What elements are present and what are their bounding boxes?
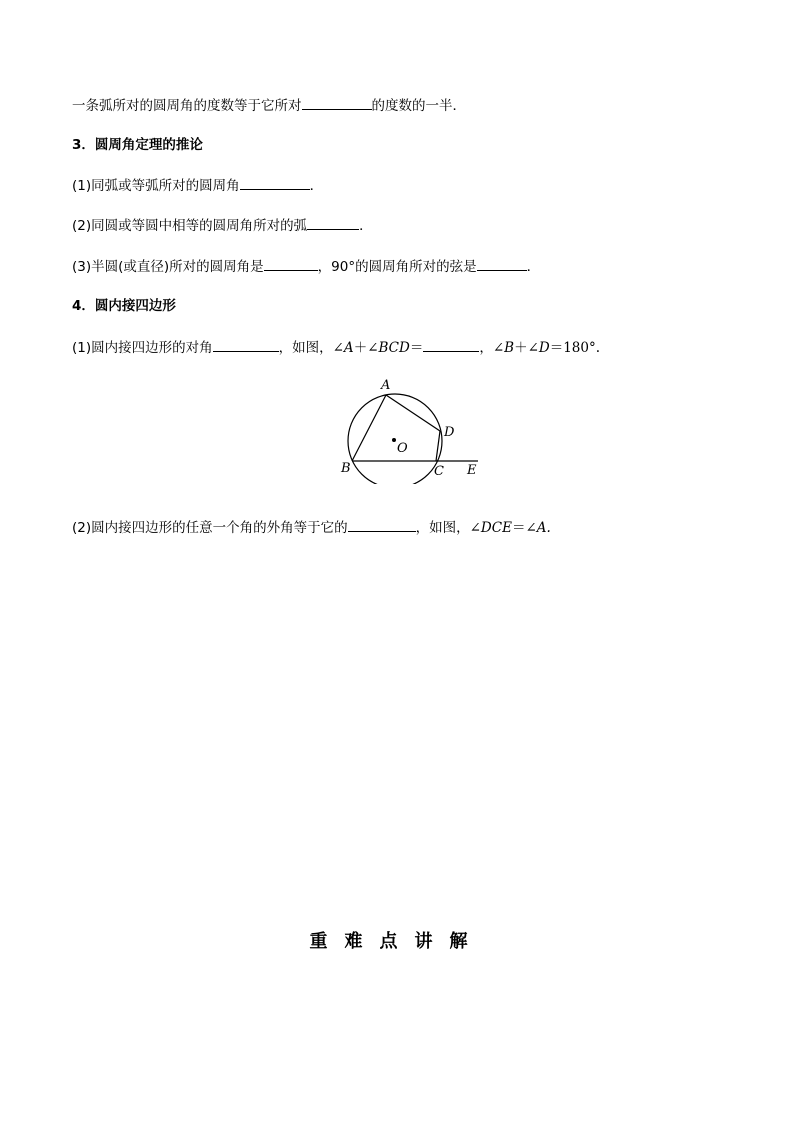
segment-ab	[352, 395, 386, 461]
segment-ad	[386, 395, 440, 431]
section-4-heading: 4．圆内接四边形	[72, 298, 176, 314]
answer-blank[interactable]	[240, 176, 310, 190]
plus-sign: ＋	[353, 340, 368, 356]
theorem-text-end: 的度数的一半．	[371, 98, 466, 114]
item-3-2-end: ．	[359, 218, 373, 234]
angle-a: ∠A	[332, 340, 354, 356]
label-e: E	[467, 463, 477, 478]
item-4-2	[72, 518, 551, 537]
label-a: A	[381, 378, 391, 393]
item-4-1	[72, 338, 600, 357]
equals-sign: ＝	[511, 520, 526, 536]
item-4-1-mid: ，如图，	[278, 340, 333, 356]
angle-a: ∠A.	[525, 520, 551, 536]
angle-bcd: ∠BCD	[367, 340, 410, 356]
label-o: O	[397, 441, 408, 456]
item-3-3-mid: ，90°的圆周角所对的弦是	[317, 259, 477, 275]
plus-sign: ＋	[514, 340, 528, 356]
item-4-2-text: (2)圆内接四边形的任意一个角的外角等于它的	[72, 520, 348, 536]
answer-blank[interactable]	[348, 518, 416, 532]
angle-dce: ∠DCE	[469, 520, 512, 536]
angle-b: ∠B	[492, 340, 515, 356]
answer-blank[interactable]	[477, 257, 527, 271]
item-3-3	[72, 257, 540, 276]
label-d: D	[444, 425, 455, 440]
answer-blank[interactable]	[307, 216, 359, 230]
cyclic-quadrilateral-figure	[336, 372, 486, 484]
theorem-text-start: 一条弧所对的圆周角的度数等于它所对	[72, 98, 302, 114]
equals-sign: ＝	[409, 340, 424, 356]
separator: ，	[479, 340, 493, 356]
item-4-2-mid: ，如图，	[415, 520, 470, 536]
item-3-2-text: (2)同圆或等圆中相等的圆周角所对的弧	[72, 218, 308, 234]
section-3-heading: 3．圆周角定理的推论	[72, 137, 203, 153]
section-title: 重难点讲解	[309, 931, 485, 952]
item-3-1	[72, 176, 323, 195]
equals-180: ＝180°.	[549, 340, 601, 356]
label-b: B	[341, 461, 351, 476]
answer-blank[interactable]	[264, 257, 318, 271]
answer-blank[interactable]	[302, 96, 372, 110]
theorem-line	[72, 96, 466, 115]
item-3-3-text: (3)半圆(或直径)所对的圆周角是	[72, 259, 264, 275]
item-3-1-text: (1)同弧或等弧所对的圆周角	[72, 178, 240, 194]
item-3-2	[72, 216, 373, 235]
answer-blank[interactable]	[213, 338, 279, 352]
center-point	[392, 438, 396, 442]
answer-blank[interactable]	[423, 338, 479, 352]
item-4-1-text: (1)圆内接四边形的对角	[72, 340, 213, 356]
item-3-3-end: ．	[526, 259, 541, 275]
item-3-1-end: ．	[309, 178, 324, 194]
label-c: C	[434, 464, 444, 479]
angle-d: ∠D	[527, 340, 550, 356]
